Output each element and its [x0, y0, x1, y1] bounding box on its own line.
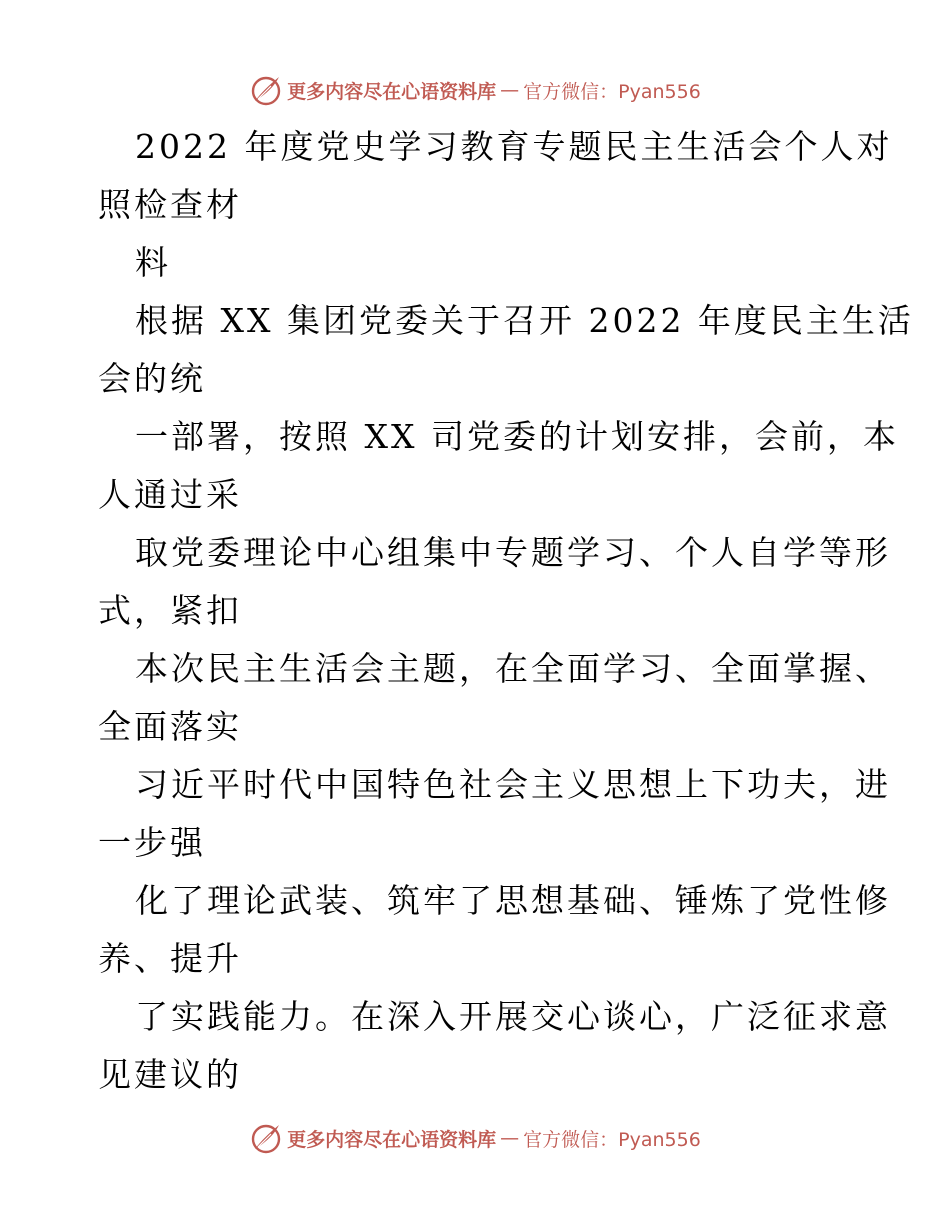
text-line: 取党委理论中心组集中专题学习、个人自学等形: [135, 533, 891, 572]
text-line: 见建议的: [98, 1055, 242, 1094]
text-line: 养、提升: [98, 939, 242, 978]
text-line: 2022 年度党史学习教育专题民主生活会个人对: [135, 127, 893, 166]
banner-title: 更多内容尽在心语资料库: [287, 80, 497, 103]
text-line: 人通过采: [98, 475, 242, 514]
banner-title: 更多内容尽在心语资料库: [287, 1128, 497, 1151]
document-body: [98, 118, 914, 1104]
banner-wechat: 官方微信：Pyan556: [523, 80, 701, 103]
quill-logo-icon: [249, 73, 283, 107]
text-line: 式，紧扣: [98, 591, 242, 630]
text-line: 照检查材: [98, 185, 242, 224]
banner-separator: —: [500, 79, 520, 101]
banner-wechat: 官方微信：Pyan556: [523, 1128, 701, 1151]
quill-logo-icon: [249, 1121, 283, 1155]
text-line: 习近平时代中国特色社会主义思想上下功夫，进: [135, 765, 891, 804]
text-line: 全面落实: [98, 707, 242, 746]
header-banner-content: [249, 73, 701, 107]
text-line: 一部署，按照 XX 司党委的计划安排，会前，本: [135, 417, 899, 456]
text-line: 根据 XX 集团党委关于召开 2022 年度民主生活: [135, 301, 914, 340]
header-banner: [0, 70, 950, 110]
text-line: 一步强: [98, 823, 206, 862]
text-line: 料: [135, 243, 171, 282]
banner-separator: —: [500, 1127, 520, 1149]
text-line: 了实践能力。在深入开展交心谈心，广泛征求意: [135, 997, 891, 1036]
footer-banner-content: [249, 1121, 701, 1155]
text-line: 会的统: [98, 359, 206, 398]
footer-banner: [0, 1118, 950, 1158]
text-line: 化了理论武装、筑牢了思想基础、锤炼了党性修: [135, 881, 891, 920]
text-line: 本次民主生活会主题，在全面学习、全面掌握、: [135, 649, 891, 688]
